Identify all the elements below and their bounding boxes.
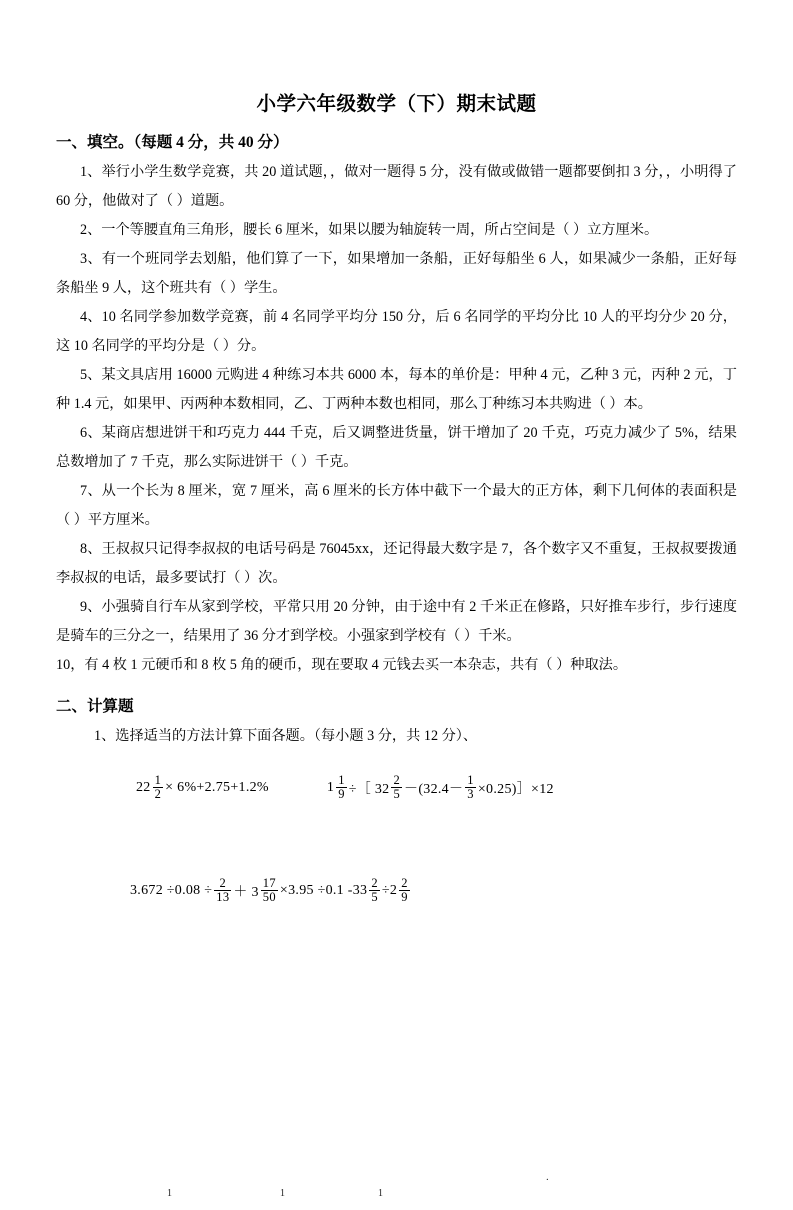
- expr3-part4: ÷2: [381, 882, 398, 898]
- page-title: 小学六年级数学（下）期末试题: [256, 94, 537, 115]
- expr1-lead: 22: [136, 779, 151, 795]
- fraction: [261, 877, 278, 904]
- expression-2: [327, 774, 554, 801]
- fraction-numerator: 1: [154, 773, 162, 787]
- expr2-tail: ×0.25)］×12: [477, 781, 554, 797]
- question-item: 3、有一个班同学去划船，他们算了一下，如果增加一条船，正好每船坐 6 人，如果减少一条船，正好每条船坐 9 人，这个班共有（ ）学生。: [56, 251, 737, 296]
- section-heading-fill-in-blanks: 一、填空。（每题 4 分，共 40 分）: [56, 134, 289, 151]
- math-row-2: [56, 877, 737, 904]
- page-footer-dot: .: [546, 1171, 549, 1183]
- question-item: 8、王叔叔只记得李叔叔的电话号码是 76045xx，还记得最大数字是 7，各个数字又不重复，王叔叔要拨通李叔叔的电话，最多要试打（ ）次。: [56, 541, 737, 586]
- section-heading-calculation: 二、计算题: [56, 698, 134, 715]
- question-item: 1、举行小学生数学竞赛，共 20 道试题，，做对一题得 5 分，没有做或做错一题都要倒扣 3 分，，小明得了 60 分，他做对了（ ）道题。: [56, 164, 737, 209]
- fraction-numerator: 2: [219, 876, 227, 891]
- question-item: 2、一个等腰直角三角形，腰长 6 厘米，如果以腰为轴旋转一周，所占空间是（ ）立方厘米。: [80, 222, 659, 238]
- math-row-1: [56, 774, 737, 801]
- expr1-tail: × 6%+2.75+1.2%: [165, 779, 269, 795]
- fraction: [153, 774, 164, 801]
- fraction-numerator: 2: [393, 773, 401, 787]
- fraction-numerator: 2: [371, 876, 378, 891]
- fraction-denominator: 3: [467, 787, 474, 802]
- expr3-part2: ＋ 3: [233, 884, 259, 900]
- footer-mark: 1: [280, 1188, 285, 1199]
- footer-mark: 1: [167, 1188, 172, 1199]
- fraction: [465, 774, 476, 801]
- expr2-mid: ÷［ 32: [348, 781, 390, 797]
- fraction-numerator: 1: [467, 773, 474, 787]
- fraction: [336, 774, 347, 801]
- question-item: 5、某文具店用 16000 元购进 4 种练习本共 6000 本，每本的单价是：甲种 4 元，乙种 3 元，丙种 2 元，丁种 1.4 元，如果甲、丙两种本数相同，乙、丁两种本数也相同，那么丁种练习本共购进（ ）本。: [56, 367, 737, 412]
- fraction: [369, 877, 380, 904]
- fraction-denominator: 50: [262, 890, 276, 905]
- document-page: [0, 88, 793, 1210]
- expr3-part1: 3.672 ÷0.08 ÷: [130, 882, 213, 898]
- question-item: 10，有 4 枚 1 元硬币和 8 枚 5 角的硬币，现在要取 4 元钱去买一本杂志，共有（ ）种取法。: [56, 657, 628, 673]
- expr3-part3: ×3.95 ÷0.1 -33: [279, 882, 368, 898]
- fraction: [214, 877, 231, 904]
- fraction-numerator: 1: [338, 773, 345, 787]
- fraction-denominator: 13: [216, 890, 230, 905]
- fraction: [391, 774, 402, 801]
- expression-1: [136, 774, 269, 801]
- fraction-denominator: 9: [338, 787, 345, 802]
- fraction-numerator: 17: [262, 876, 276, 891]
- fraction-denominator: 9: [401, 890, 408, 905]
- question-item: 7、从一个长为 8 厘米，宽 7 厘米，高 6 厘米的长方体中截下一个最大的正方体，剩下几何体的表面积是（ ）平方厘米。: [56, 483, 737, 528]
- calculation-instruction: 1、选择适当的方法计算下面各题。（每小题 3 分，共 12 分）、: [94, 728, 478, 744]
- question-item: 9、小强骑自行车从家到学校，平常只用 20 分钟，由于途中有 2 千米正在修路，只好推车步行，步行速度是骑车的三分之一，结果用了 36 分才到学校。小强家到学校有（ ）千米。: [56, 599, 737, 644]
- fraction-denominator: 5: [393, 787, 401, 802]
- fraction-denominator: 5: [371, 890, 378, 905]
- expr2-mid2: －(32.4－: [404, 781, 464, 797]
- fraction-numerator: 2: [401, 876, 408, 891]
- expr2-lead: 1: [326, 779, 335, 795]
- expression-3: [130, 877, 412, 904]
- fraction: [399, 877, 410, 904]
- footer-mark: 1: [378, 1188, 383, 1199]
- question-item: 6、某商店想进饼干和巧克力 444 千克，后又调整进货量，饼干增加了 20 千克，巧克力减少了 5%，结果总数增加了 7 千克，那么实际进饼干（ ）千克。: [56, 425, 737, 470]
- fraction-denominator: 2: [154, 787, 162, 802]
- question-item: 4、10 名同学参加数学竞赛，前 4 名同学平均分 150 分，后 6 名同学的平均分比 10 人的平均分少 20 分，这 10 名同学的平均分是（ ）分。: [56, 309, 737, 354]
